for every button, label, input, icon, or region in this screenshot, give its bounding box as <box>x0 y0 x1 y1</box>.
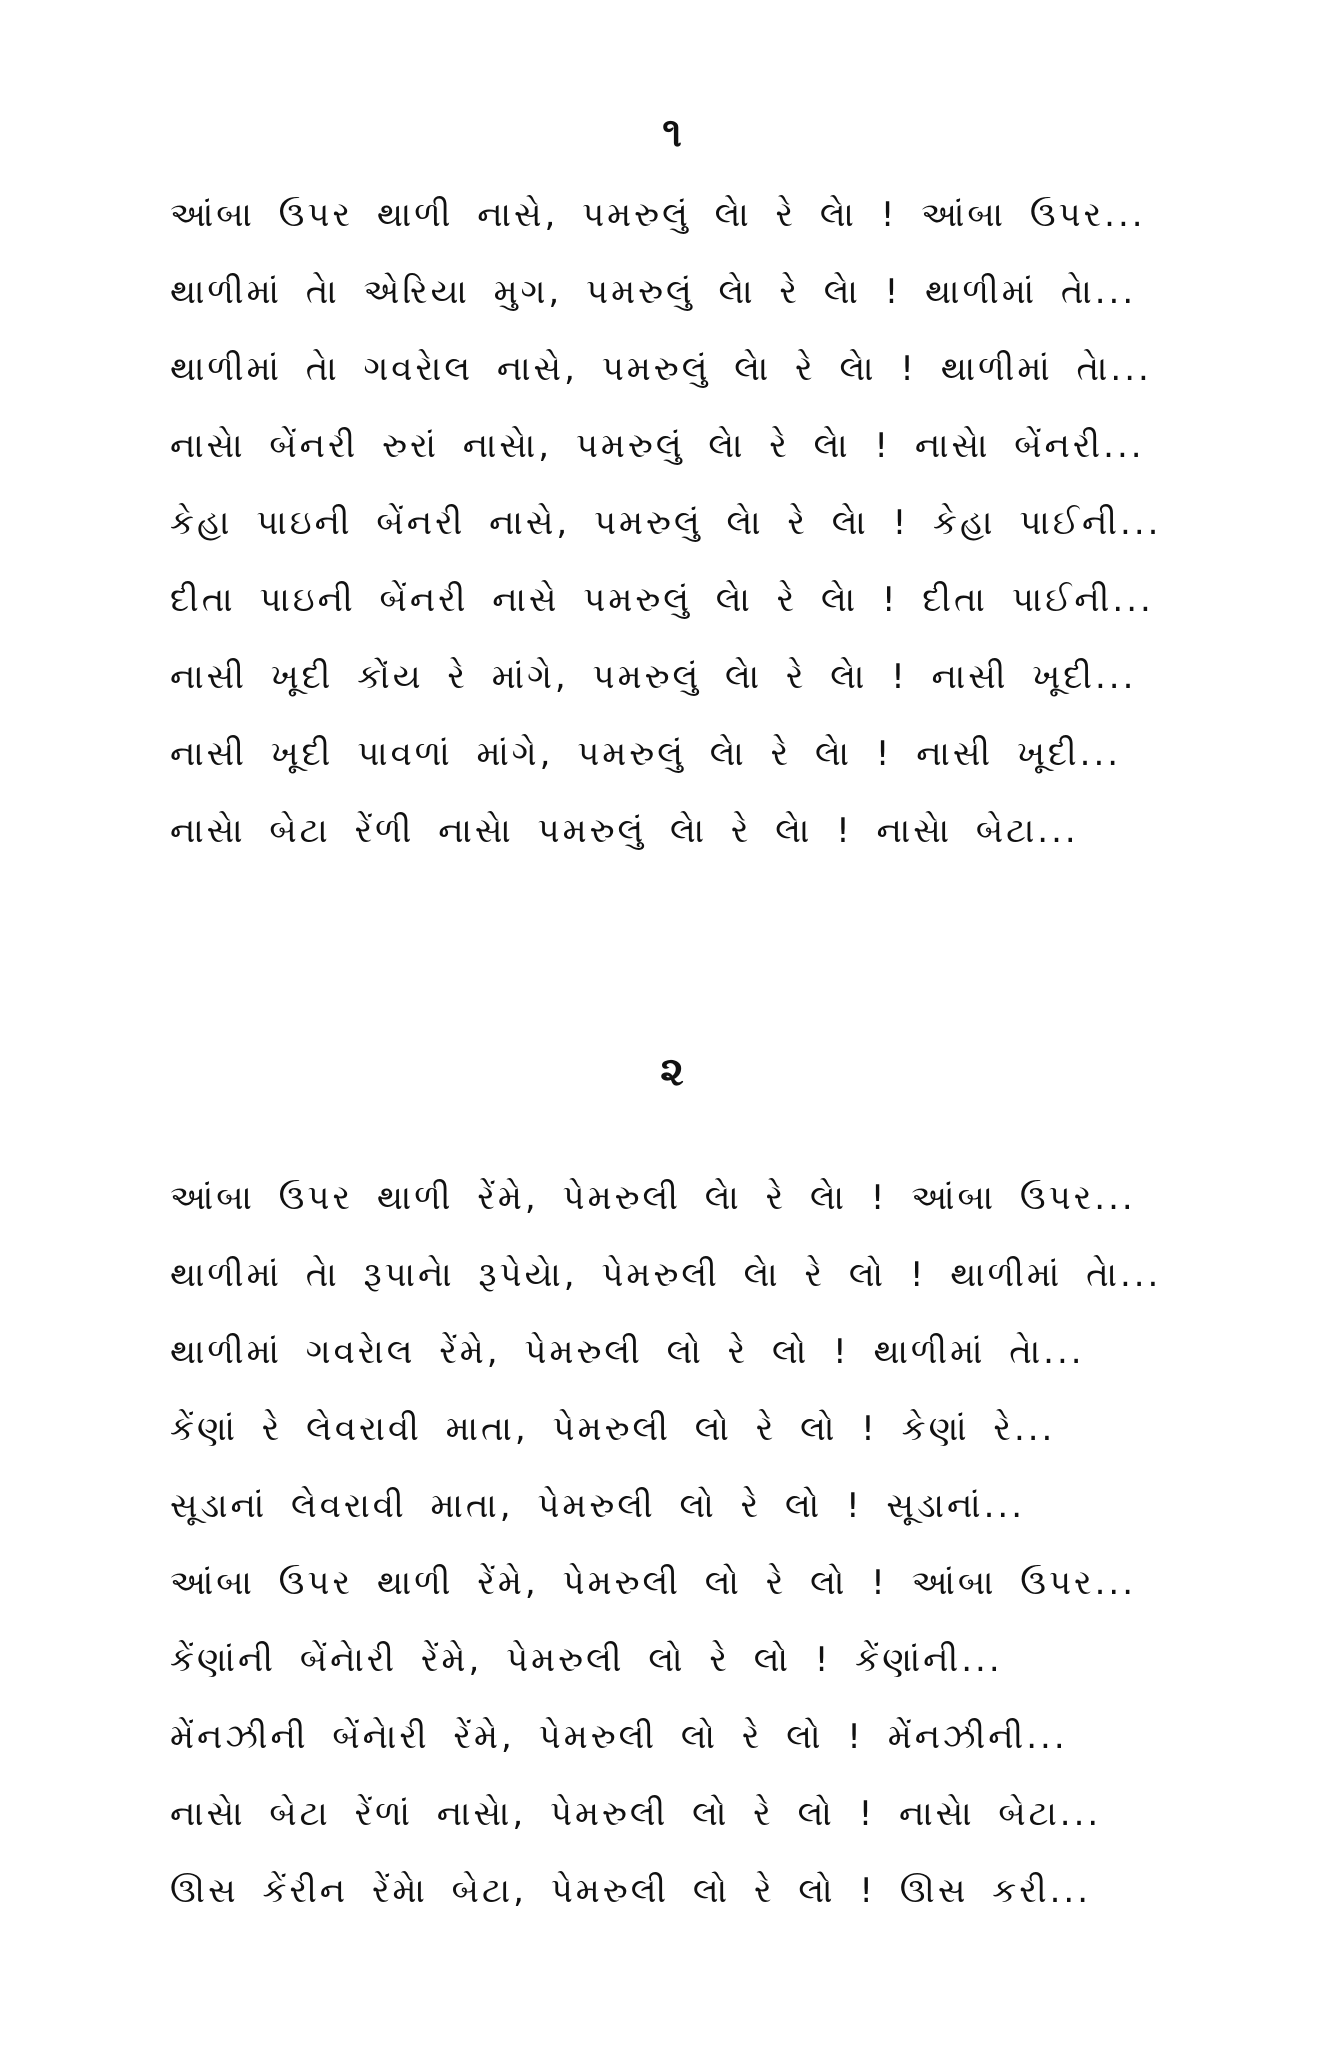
verse-line: નાસી ખૂદી પાવળાં માંગે, પમરુલું લેા રે લેા ! નાસી ખૂદી... <box>170 734 1122 774</box>
verse-line: થાળીમાં તેા એરિયા મુગ, પમરુલું લેા રે લેા ! થાળીમાં તેા... <box>170 272 1137 312</box>
verse-line: નાસી ખૂદી કોંય રે માંગે, પમરુલું લેા રે લેા ! નાસી ખૂદી... <box>170 657 1137 697</box>
verse-line: થાળીમાં ગવરેાલ રેંમે, પેમરુલી લો રે લો ! થાળીમાં તેા... <box>170 1332 1085 1372</box>
stanza-2 <box>170 1160 1210 1930</box>
verse-line: આંબા ઉપર થાળી રેંમે, પેમરુલી લેા રે લેા ! આંબા ઉપર... <box>170 1178 1136 1218</box>
verse-line: નાસેા બેટા રેંળાં નાસેા, પેમરુલી લો રે લો ! નાસેા બેટા... <box>170 1794 1102 1834</box>
verse-line: સૂડાનાં લેવરાવી માતા, પેમરુલી લો રે લો ! સૂડાનાં... <box>170 1486 1026 1526</box>
section-number-2: ૨ <box>660 1049 684 1095</box>
verse-line: નાસેા બેંનરી રુરાં નાસેા, પમરુલું લેા રે લેા ! નાસેા બેંનરી... <box>170 426 1145 466</box>
verse-line: કેંણાં રે લેવરાવી માતા, પેમરુલી લો રે લો ! કેણાં રે... <box>170 1409 1056 1449</box>
verse-line: દીતા પાઇની બેંનરી નાસે પમરુલું લેા રે લેા ! દીતા પાઈની... <box>170 580 1154 620</box>
verse-line: આંબા ઉપર થાળી નાસે, પમરુલું લેા રે લેા ! આંબા ઉપર... <box>170 195 1146 235</box>
verse-line: આંબા ઉપર થાળી રેંમે, પેમરુલી લો રે લો ! આંબા ઉપર... <box>170 1563 1137 1603</box>
verse-line: નાસેા બેટા રેંળી નાસેા પમરુલું લેા રે લેા ! નાસેા બેટા... <box>170 811 1079 851</box>
verse-line: મેંનઝીની બેંનેારી રેંમે, પેમરુલી લો રે લો ! મેંનઝીની... <box>170 1717 1068 1757</box>
verse-line: થાળીમાં તેા ગવરેાલ નાસે, પમરુલું લેા રે લેા ! થાળીમાં તેા... <box>170 349 1152 389</box>
verse-line: કેહા પાઇની બેંનરી નાસે, પમરુલું લેા રે લેા ! કેહા પાઈની... <box>170 503 1162 543</box>
section-number-1: ૧ <box>662 110 682 156</box>
stanza-1 <box>170 177 1210 870</box>
verse-line: કેંણાંની બેંનેારી રેંમે, પેમરુલી લો રે લો ! કેંણાંની... <box>170 1640 1003 1680</box>
verse-line: ઊસ કેંરીન રેંમેા બેટા, પેમરુલી લો રે લો ! ઊસ કરી... <box>170 1871 1092 1911</box>
verse-line: થાળીમાં તેા રૂપાનેા રૂપેયેા, પેમરુલી લેા રે લો ! થાળીમાં તેા... <box>170 1255 1162 1295</box>
